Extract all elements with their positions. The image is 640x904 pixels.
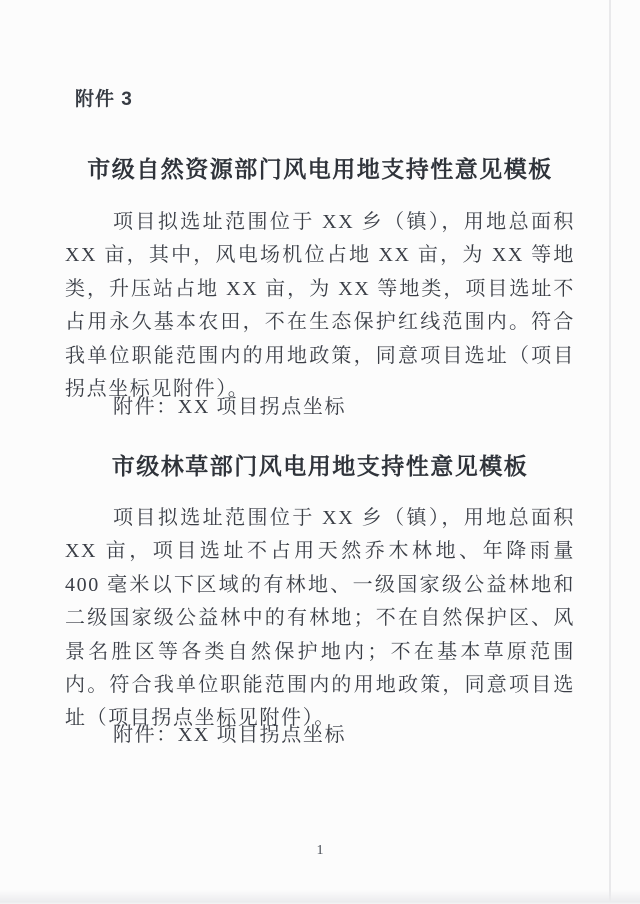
section-title-forestry-grassland: 市级林草部门风电用地支持性意见模板	[111, 454, 529, 479]
scan-artifact-bottom-edge	[0, 890, 640, 904]
scan-artifact-vertical-line	[609, 0, 611, 904]
page-number: 1	[316, 843, 324, 858]
attachment-note-natural-resources: 附件：XX 项目拐点坐标	[113, 396, 347, 418]
section-body-natural-resources: 项目拟选址范围位于 XX 乡（镇），用地总面积 XX 亩，其中，风电场机位占地 XX 亩，为 XX 等地类，升压站占地 XX 亩，为 XX 等地类，项目选址不占用永久基本农田，不在生态保护红线范围内。符合我单位职能范围内的用地政策，同意项目选址（项目拐点坐标见附件）。	[65, 211, 575, 401]
section-title-natural-resources: 市级自然资源部门风电用地支持性意见模板	[87, 157, 553, 182]
attachment-note-forestry-grassland: 附件：XX 项目拐点坐标	[113, 724, 347, 746]
section-body-forestry-grassland: 项目拟选址范围位于 XX 乡（镇），用地总面积 XX 亩，项目选址不占用天然乔木林地、年降雨量 400 毫米以下区域的有林地、一级国家级公益林地和二级国家级公益林中的有林地；不在自然保护区、风景名胜区等各类自然保护地内；不在基本草原范围内。符合我单位职能范围内的用地政策，同意项目选址（项目拐点坐标见附件）。	[65, 507, 575, 730]
attachment-number-label: 附件 3	[75, 89, 133, 110]
